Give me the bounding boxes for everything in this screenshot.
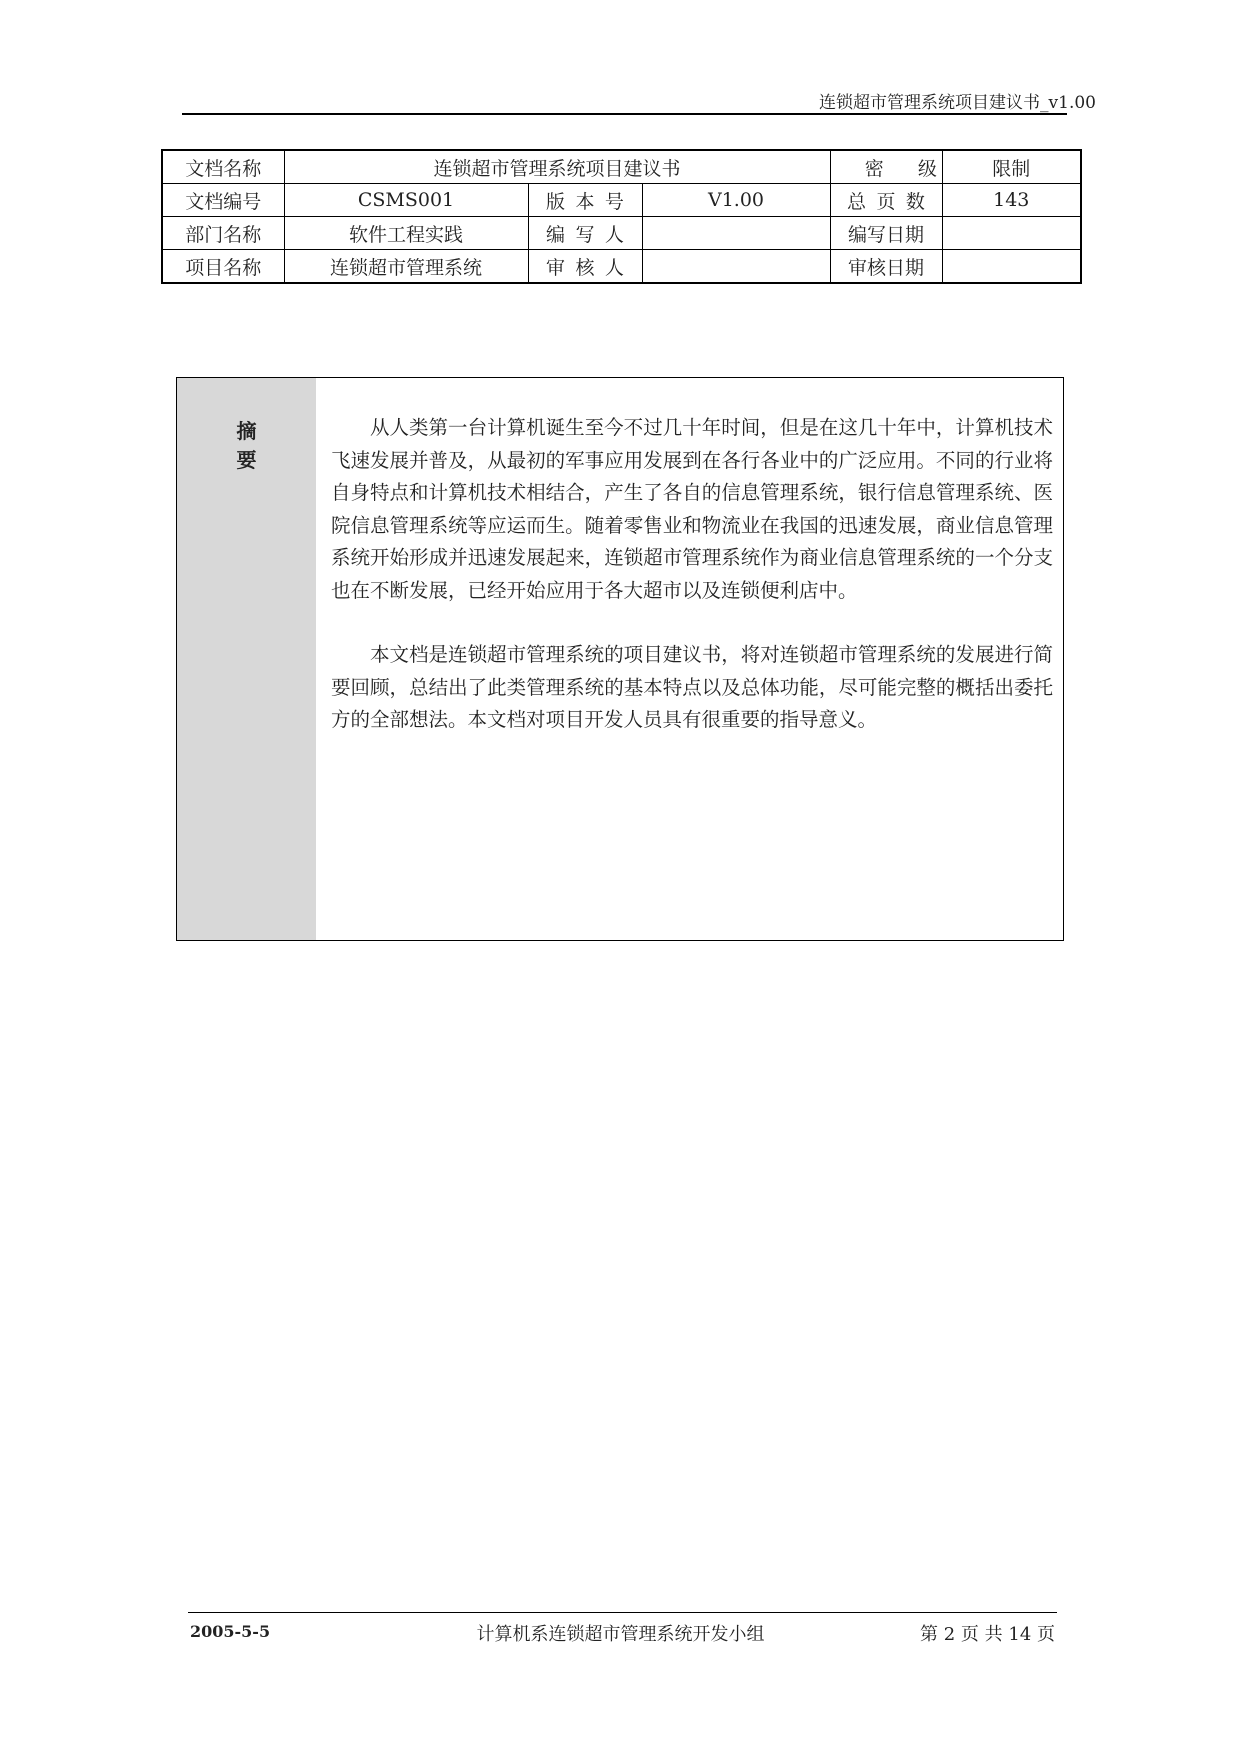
- table-row: [162, 217, 1081, 250]
- table-cell-value: 连锁超市管理系统项目建议书: [284, 150, 830, 184]
- footer-divider: [188, 1612, 1057, 1613]
- abstract-box: [176, 377, 1064, 941]
- table-cell-value: [942, 217, 1081, 250]
- table-cell-label: 审核人: [528, 250, 642, 284]
- footer-organization: 计算机系连锁超市管理系统开发小组: [476, 1624, 765, 1645]
- table-cell-label: 文档编号: [162, 184, 284, 217]
- abstract-body: [316, 378, 1063, 940]
- table-row: [162, 184, 1081, 217]
- table-cell-value: [942, 250, 1081, 284]
- table-cell-label: 项目名称: [162, 250, 284, 284]
- table-cell-value: 软件工程实践: [284, 217, 528, 250]
- table-cell-label: 版本号: [528, 184, 642, 217]
- table-row: [162, 150, 1081, 184]
- abstract-label: 摘要: [236, 419, 299, 472]
- table-cell-value: 143: [942, 184, 1081, 217]
- table-cell-label: 文档名称: [162, 150, 284, 184]
- header-divider: [182, 113, 1067, 115]
- abstract-paragraph: 从人类第一台计算机诞生至今不过几十年时间，但是在这几十年中，计算机技术飞速发展并普及，从最初的军事应用发展到在各行各业中的广泛应用。不同的行业将自身特点和计算机技术相结合，产生了各自的信息管理系统，银行信息管理系统、医院信息管理系统等应运而生。随着零售业和物流业在我国的迅速发展，商业信息管理系统开始形成并迅速发展起来，连锁超市管理系统作为商业信息管理系统的一个分支也在不断发展，已经开始应用于各大超市以及连锁便利店中。: [331, 416, 1053, 602]
- table-cell-label: 编写人: [528, 217, 642, 250]
- table-cell-label: 密级: [830, 150, 942, 184]
- table-cell-label: 编写日期: [830, 217, 942, 250]
- table-cell-value: [642, 217, 830, 250]
- page-header-title: 连锁超市管理系统项目建议书_v1.00: [819, 93, 1096, 113]
- footer-page-number: 第 2 页 共 14 页: [920, 1624, 1055, 1645]
- table-cell-value: [642, 250, 830, 284]
- document-info-table: [161, 149, 1082, 284]
- table-cell-label: 部门名称: [162, 217, 284, 250]
- table-cell-value: 限制: [942, 150, 1081, 184]
- abstract-paragraph: 本文档是连锁超市管理系统的项目建议书，将对连锁超市管理系统的发展进行简要回顾，总结出了此类管理系统的基本特点以及总体功能，尽可能完整的概括出委托方的全部想法。本文档对项目开发人员具有很重要的指导意义。: [331, 643, 1053, 731]
- table-cell-value: CSMS001: [284, 184, 528, 217]
- table-row: [162, 250, 1081, 284]
- abstract-label-column: [177, 378, 316, 940]
- table-cell-label: 总页数: [830, 184, 942, 217]
- table-cell-label: 审核日期: [830, 250, 942, 284]
- footer-date: 2005-5-5: [190, 1622, 271, 1641]
- table-cell-value: V1.00: [642, 184, 830, 217]
- table-cell-value: 连锁超市管理系统: [284, 250, 528, 284]
